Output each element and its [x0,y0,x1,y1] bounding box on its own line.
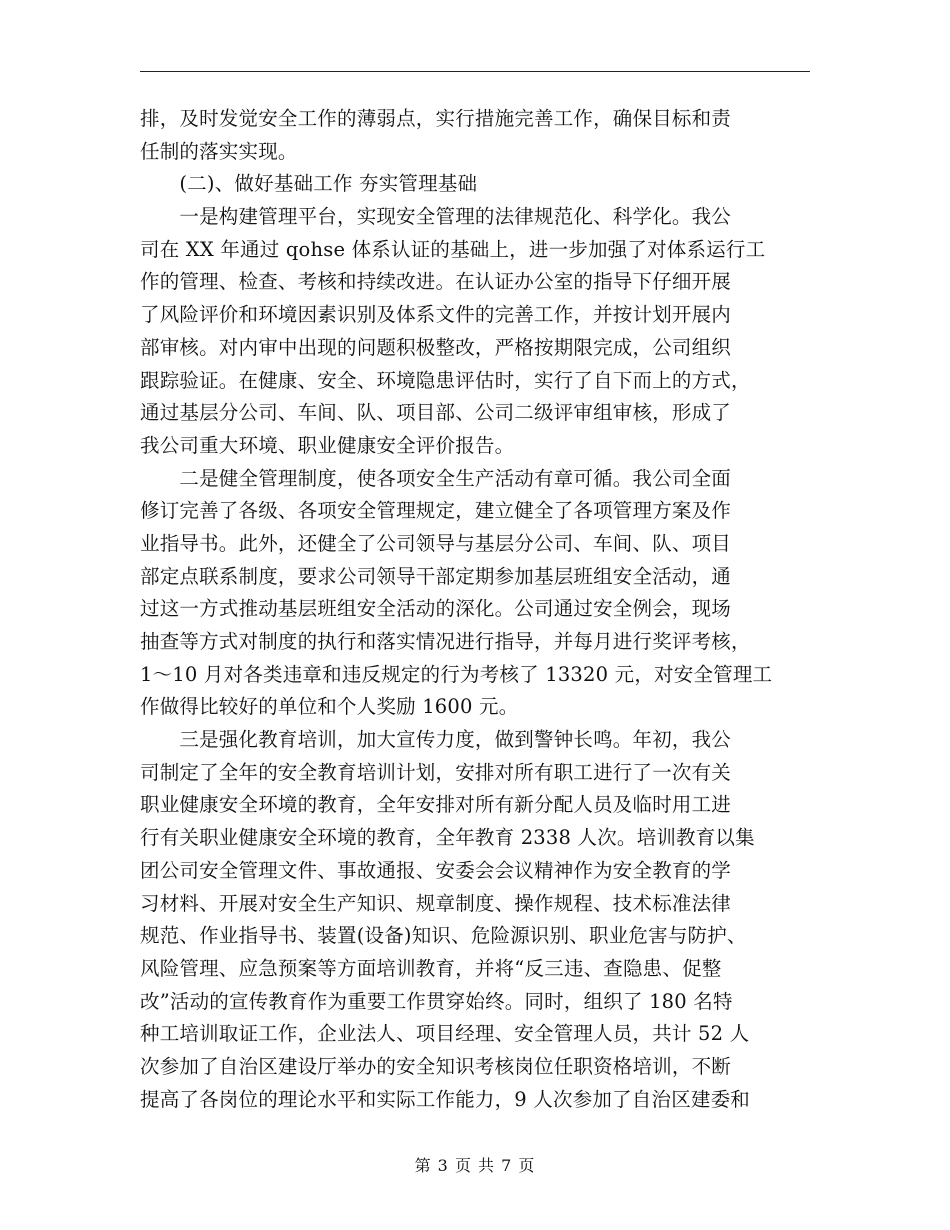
text-line: 次参加了自治区建设厅举办的安全知识考核岗位任职资格培训，不断 [140,1054,732,1078]
text-line: 了风险评价和环境因素识别及体系文件的完善工作，并按计划开展内 [140,303,732,327]
text-line: 部审核。对内审中出现的问题积极整改，严格按期限完成，公司组织 [140,335,732,359]
text-line: 风险管理、应急预案等方面培训教育，并将“反三违、查隐患、促整 [140,956,722,980]
section-heading: (二)、做好基础工作 夯实管理基础 [140,172,478,196]
text-line: 改”活动的宣传教育作为重要工作贯穿始终。同时，组织了 180 名特 [140,989,733,1013]
text-line: 我公司重大环境、职业健康安全评价报告。 [140,433,515,457]
text-line: 二是健全管理制度，使各项安全生产活动有章可循。我公司全面 [140,466,732,490]
text-line: 跟踪验证。在健康、安全、环境隐患评估时，实行了自下而上的方式， [140,368,751,392]
text-line: 三是强化教育培训，加大宣传力度，做到警钟长鸣。年初，我公 [140,728,732,752]
text-line: 司在 XX 年通过 qohse 体系认证的基础上，进一步加强了对体系运行工 [140,237,766,261]
text-line: 规范、作业指导书、装置(设备)知识、危险源识别、职业危害与防护、 [140,924,747,948]
text-line: 部定点联系制度，要求公司领导干部定期参加基层班组安全活动，通 [140,564,732,588]
text-line: 排，及时发觉安全工作的薄弱点，实行措施完善工作，确保目标和责 [140,107,732,130]
text-line: 一是构建管理平台，实现安全管理的法律规范化、科学化。我公 [140,205,732,229]
text-line: 作做得比较好的单位和个人奖励 1600 元。 [140,695,519,719]
text-line: 习材料、开展对安全生产知识、规章制度、操作规程、技术标准法律 [140,891,732,915]
text-line: 1～10 月对各类违章和违反规定的行为考核了 13320 元，对安全管理工 [140,662,773,686]
text-line: 抽查等方式对制度的执行和落实情况进行指导，并每月进行奖评考核， [140,630,751,653]
text-line: 职业健康安全环境的教育，全年安排对所有新分配人员及临时用工进 [140,793,732,817]
text-line: 修订完善了各级、各项安全管理规定，建立健全了各项管理方案及作 [140,499,732,523]
text-line: 团公司安全管理文件、事故通报、安委会会议精神作为安全教育的学 [140,858,732,882]
text-line: 过这一方式推动基层班组安全活动的深化。公司通过安全例会，现场 [140,597,732,621]
text-line: 种工培训取证工作，企业法人、项目经理、安全管理人员，共计 52 人 [140,1022,750,1046]
text-line: 作的管理、检查、考核和持续改进。在认证办公室的指导下仔细开展 [140,270,732,294]
text-line: 提高了各岗位的理论水平和实际工作能力，9 人次参加了自治区建委和 [140,1087,751,1111]
text-line: 司制定了全年的安全教育培训计划，安排对所有职工进行了一次有关 [140,760,732,784]
header-rule [140,71,810,72]
document-body [140,103,810,1116]
page-number-footer: 第 3 页 共 7 页 [414,1156,536,1175]
text-line: 业指导书。此外，还健全了公司领导与基层分公司、车间、队、项目 [140,531,732,555]
text-line: 行有关职业健康安全环境的教育，全年教育 2338 人次。培训教育以集 [140,826,755,850]
text-line: 任制的落实实现。 [140,139,298,163]
text-line: 通过基层分公司、车间、队、项目部、公司二级评审组审核，形成了 [140,401,732,425]
